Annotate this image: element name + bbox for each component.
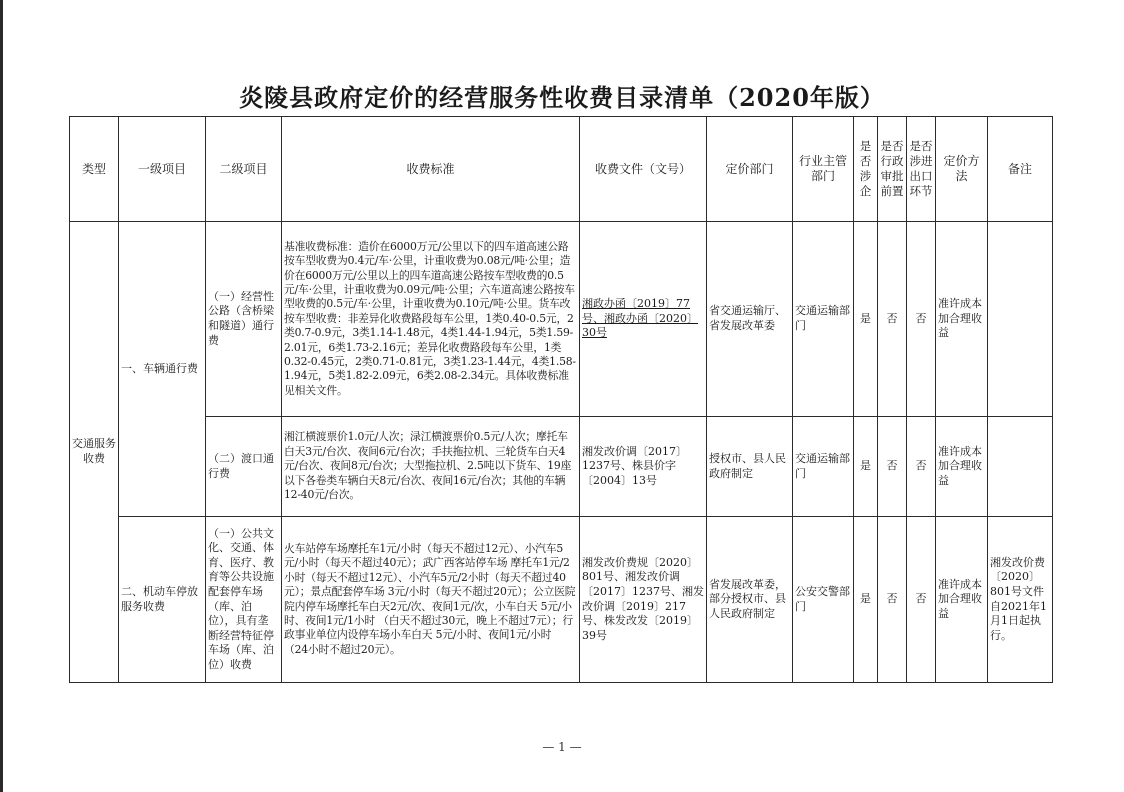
header-pricing-method: 定价方法 <box>936 117 988 222</box>
doc-cell: 湘发改价调〔2017〕1237号、株县价字〔2004〕13号 <box>580 417 707 517</box>
header-doc: 收费文件（文号） <box>580 117 707 222</box>
category-cell: 交通服务收费 <box>70 222 119 683</box>
pricing-method-cell: 准许成本加合理收益 <box>936 517 988 683</box>
industry-cell: 交通运输部门 <box>793 222 854 417</box>
header-admin-approval: 是否行政审批前置 <box>878 117 907 222</box>
pricing-method-cell: 准许成本加合理收益 <box>936 417 988 517</box>
header-industry: 行业主管部门 <box>793 117 854 222</box>
header-import-export: 是否涉进出口环节 <box>907 117 936 222</box>
header-note: 备注 <box>988 117 1053 222</box>
admin-approval-cell: 否 <box>878 417 907 517</box>
note-cell <box>988 222 1053 417</box>
standard-cell: 火车站停车场摩托车1元/小时（每天不超过12元）、小汽车5元/小时（每天不超过40元）；武广西客站停车场 摩托车1元/2小时（每天不超过12元）、小汽车5元/2小时（每天不超过40元）；景点配套停车场 3元/小时（每天不超过20元）；公立医院院内停车场摩托车白天2元/次、夜间1元/次，小车白天 5元/小时、夜间1元/1小时 （白天不超过30元，晚上不超过7元）；行政事业单位内设停车场小车白天 5元/小时、夜间1元/小时 （24小时不超过20元）。 <box>282 517 580 683</box>
industry-cell: 交通运输部门 <box>793 417 854 517</box>
import-export-cell: 否 <box>907 417 936 517</box>
table-row <box>70 517 1053 683</box>
header-level1: 一级项目 <box>119 117 206 222</box>
standard-cell: 基准收费标准：造价在6000万元/公里以下的四车道高速公路按车型收费为0.4元/车·公里，计重收费为0.08元/吨·公里；造价在6000万元/公里以上的四车道高速公路按车型收费的0.5元/车·公里，计重收费为0.09元/吨·公里；六车道高速公路按车型收费的0.5元/车·公里，计重收费为0.10元/吨·公里。货车改按车型收费：非差异化收费路段每车公里，1类0.40-0.5元，2类0.7-0.9元，3类1.14-1.48元，4类1.44-1.94元，5类1.59-2.01元，6类1.73-2.16元；差异化收费路段每车公里，1类0.32-0.45元，2类0.71-0.81元，3类1.23-1.44元，4类1.58-1.94元，5类1.82-2.09元，6类2.08-2.34元。具体收费标准见相关文件。 <box>282 222 580 417</box>
note-cell: 湘发改价费〔2020〕801号文件自2021年1月1日起执行。 <box>988 517 1053 683</box>
note-cell <box>988 417 1053 517</box>
header-row <box>70 117 1053 222</box>
doc-link[interactable]: 湘政办函〔2019〕77号、湘政办函〔2020〕30号 <box>580 222 707 417</box>
standard-cell: 湘江横渡票价1.0元/人次；渌江横渡票价0.5元/人次；摩托车白天3元/台次、夜间6元/台次；手扶拖拉机、三轮货车白天4元/台次、夜间8元/台次；大型拖拉机、2.5吨以下货车、19座以下各卷类车辆白天8元/台次、夜间16元/台次；其他的车辆12-40元/台次。 <box>282 417 580 517</box>
page-title: 炎陵县政府定价的经营服务性收费目录清单（2020年版） <box>239 83 885 112</box>
admin-approval-cell: 否 <box>878 517 907 683</box>
table-row <box>70 222 1053 417</box>
industry-cell: 公安交警部门 <box>793 517 854 683</box>
admin-approval-cell: 否 <box>878 222 907 417</box>
level1-cell: 一、车辆通行费 <box>119 222 206 517</box>
import-export-cell: 否 <box>907 222 936 417</box>
dept-cell: 省发展改革委，部分授权市、县人民政府制定 <box>707 517 793 683</box>
level1-cell: 二、机动车停放服务收费 <box>119 517 206 683</box>
dept-cell: 授权市、县人民政府制定 <box>707 417 793 517</box>
involves-enterprise-cell: 是 <box>854 417 878 517</box>
header-level2: 二级项目 <box>206 117 282 222</box>
page-number: — 1 — <box>542 740 582 754</box>
level2-cell: （一）公共文化、交通、体育、医疗、教育等公共设施配套停车场（库、泊位），具有垄断经营特征停车场（库、泊位）收费 <box>206 517 282 683</box>
table-row <box>70 417 1053 517</box>
scan-edge <box>0 0 3 792</box>
header-type: 类型 <box>70 117 119 222</box>
pricing-method-cell: 准许成本加合理收益 <box>936 222 988 417</box>
involves-enterprise-cell: 是 <box>854 517 878 683</box>
header-standard: 收费标准 <box>282 117 580 222</box>
level2-cell: （一）经营性公路（含桥梁和隧道）通行费 <box>206 222 282 417</box>
doc-cell: 湘发改价费规〔2020〕801号、湘发改价调〔2017〕1237号、湘发改价调〔2019〕217号、株发改发〔2019〕39号 <box>580 517 707 683</box>
import-export-cell: 否 <box>907 517 936 683</box>
header-involves-enterprise: 是否涉企 <box>854 117 878 222</box>
dept-cell: 省交通运输厅、省发展改革委 <box>707 222 793 417</box>
fee-catalog-table <box>69 116 1053 683</box>
involves-enterprise-cell: 是 <box>854 222 878 417</box>
header-dept: 定价部门 <box>707 117 793 222</box>
level2-cell: （二）渡口通行费 <box>206 417 282 517</box>
